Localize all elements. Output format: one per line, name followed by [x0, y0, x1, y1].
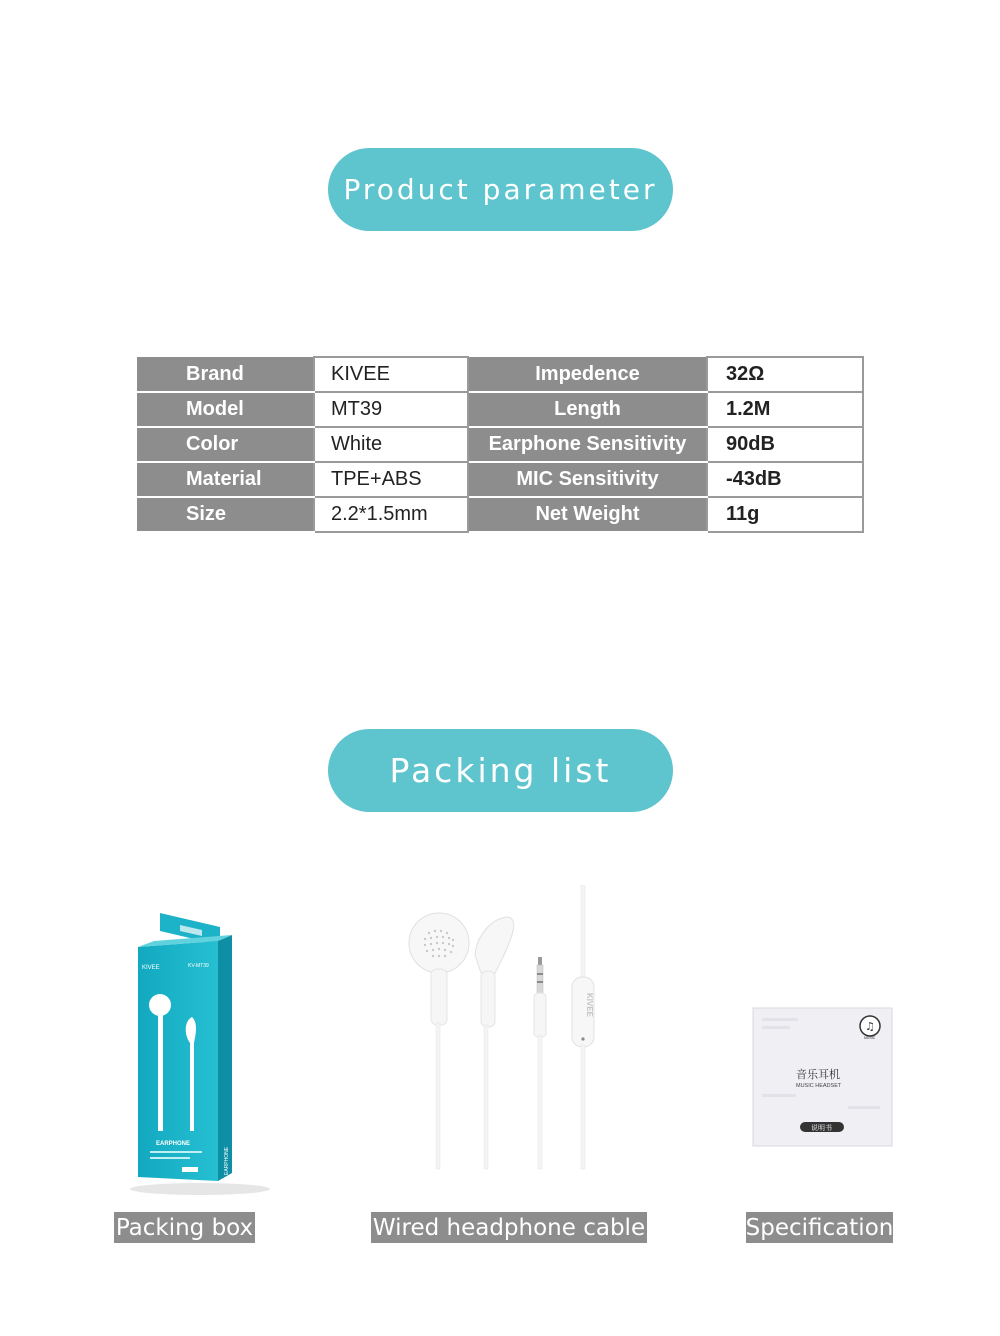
- param-label: Material: [137, 462, 314, 497]
- param-label: Net Weight: [468, 497, 707, 532]
- remote-brand-text: KIVEE: [585, 993, 594, 1018]
- table-row: [137, 497, 863, 532]
- param-label: Length: [468, 392, 707, 427]
- param-label: Brand: [137, 357, 314, 392]
- param-value: 11g: [707, 497, 863, 532]
- param-value: MT39: [314, 392, 468, 427]
- param-value: 90dB: [707, 427, 863, 462]
- box-model-text: KV-MT39: [188, 963, 209, 969]
- manual-badge-text: 说明书: [811, 1124, 832, 1132]
- table-row: [137, 462, 863, 497]
- table-row: [137, 427, 863, 462]
- param-value: -43dB: [707, 462, 863, 497]
- param-label: Impedence: [468, 357, 707, 392]
- music-icon-label: MUSIC: [864, 1036, 876, 1040]
- param-label: Size: [137, 497, 314, 532]
- param-value: White: [314, 427, 468, 462]
- box-brand-text: KIVEE: [142, 965, 160, 971]
- param-label: Model: [137, 392, 314, 427]
- product-parameter-heading: Product parameter: [328, 148, 673, 231]
- packing-list-heading: Packing list: [328, 729, 673, 812]
- param-label: MIC Sensitivity: [468, 462, 707, 497]
- wired-headphone-image: [395, 885, 625, 1175]
- caption-packing-box: Packing box: [114, 1212, 255, 1243]
- box-product-text: EARPHONE: [156, 1141, 191, 1147]
- param-value: KIVEE: [314, 357, 468, 392]
- param-label: Color: [137, 427, 314, 462]
- manual-title-en: MUSIC HEADSET: [796, 1083, 842, 1089]
- packing-box-image: [120, 905, 270, 1205]
- mic-hole-icon: [581, 1037, 584, 1040]
- param-value: TPE+ABS: [314, 462, 468, 497]
- param-value: 2.2*1.5mm: [314, 497, 468, 532]
- manual-title-cn: 音乐耳机: [796, 1068, 840, 1081]
- specification-manual-image: [752, 1006, 894, 1148]
- box-side-text: EARPHONE: [224, 1146, 230, 1175]
- param-value: 1.2M: [707, 392, 863, 427]
- parameter-table: [137, 356, 864, 533]
- caption-specification: Specification: [746, 1212, 893, 1243]
- table-row: [137, 357, 863, 392]
- caption-wired-headphone-cable: Wired headphone cable: [371, 1212, 647, 1243]
- table-row: [137, 392, 863, 427]
- param-label: Earphone Sensitivity: [468, 427, 707, 462]
- param-value: 32Ω: [707, 357, 863, 392]
- svg-text:♫: ♫: [865, 1020, 875, 1033]
